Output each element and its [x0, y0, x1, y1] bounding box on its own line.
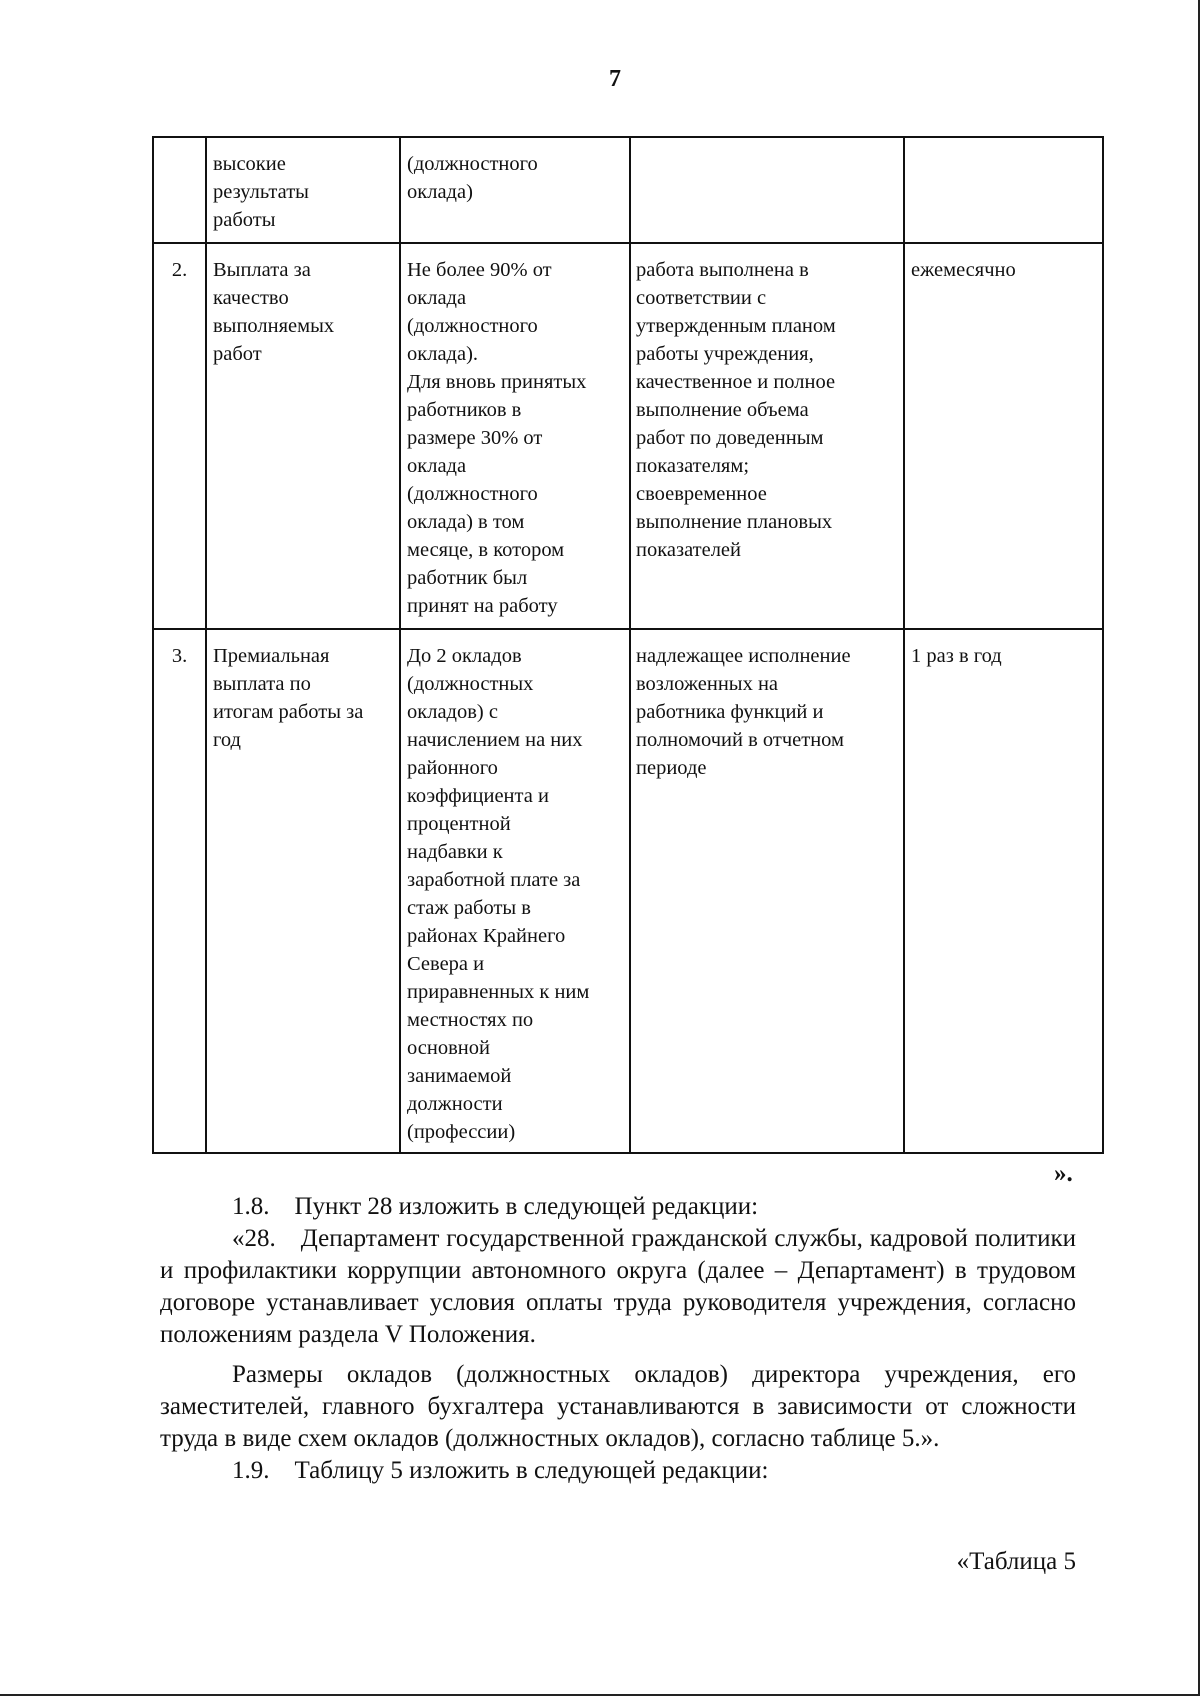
payment-name: высокие результаты работы: [206, 137, 400, 243]
paragraph: 1.9. Таблицу 5 изложить в следующей редакции:: [232, 1457, 769, 1484]
table-row: [153, 137, 1103, 243]
payment-condition: работа выполнена в соответствии с утвержденным планом работы учреждения, качественное и полное выполнение объема работ по доведенным показателям; своевременное выполнение плановых показателей: [630, 243, 904, 629]
table-row: [153, 243, 1103, 629]
row-number: [153, 137, 206, 243]
payment-condition: [630, 137, 904, 243]
row-number: 2.: [153, 243, 206, 629]
page-number: 7: [609, 66, 621, 92]
paragraph: «28. Департамент государственной гражданской службы, кадровой политики и профилактики коррупции автономного округа (далее – Департамент) в трудовом договоре устанавливает условия оплаты труда руководителя учреждения, согласно положениям раздела V Положения.: [160, 1225, 1076, 1348]
closing-quote: ».: [1054, 1160, 1073, 1187]
payment-period: 1 раз в год: [904, 629, 1103, 1153]
payment-period: ежемесячно: [904, 243, 1103, 629]
paragraph: Размеры окладов (должностных окладов) директора учреждения, его заместителей, главного бухгалтера устанавливаются в зависимости от сложности труда в виде схем окладов (должностных окладов), согласно таблице 5.».: [160, 1361, 1076, 1452]
payment-amount: До 2 окладов (должностных окладов) с начислением на них районного коэффициента и процентной надбавки к заработной плате за стаж работы в районах Крайнего Севера и приравненных к ним местностях по основной занимаемой должности (профессии): [400, 629, 630, 1153]
payment-amount: Не более 90% от оклада (должностного оклада). Для вновь принятых работников в размере 30% от оклада (должностного оклада) в том месяце, в котором работник был принят на работу: [400, 243, 630, 629]
payment-name: Выплата за качество выполняемых работ: [206, 243, 400, 629]
payment-condition: надлежащее исполнение возложенных на работника функций и полномочий в отчетном периоде: [630, 629, 904, 1153]
table-caption: «Таблица 5: [956, 1548, 1076, 1575]
table-row: [153, 629, 1103, 1153]
body-text: [160, 1191, 1076, 1487]
row-number: 3.: [153, 629, 206, 1153]
payment-name: Премиальная выплата по итогам работы за год: [206, 629, 400, 1153]
payment-amount: (должностного оклада): [400, 137, 630, 243]
payment-period: [904, 137, 1103, 243]
payments-table: [152, 136, 1104, 1154]
paragraph: 1.8. Пункт 28 изложить в следующей редакции:: [232, 1193, 759, 1220]
